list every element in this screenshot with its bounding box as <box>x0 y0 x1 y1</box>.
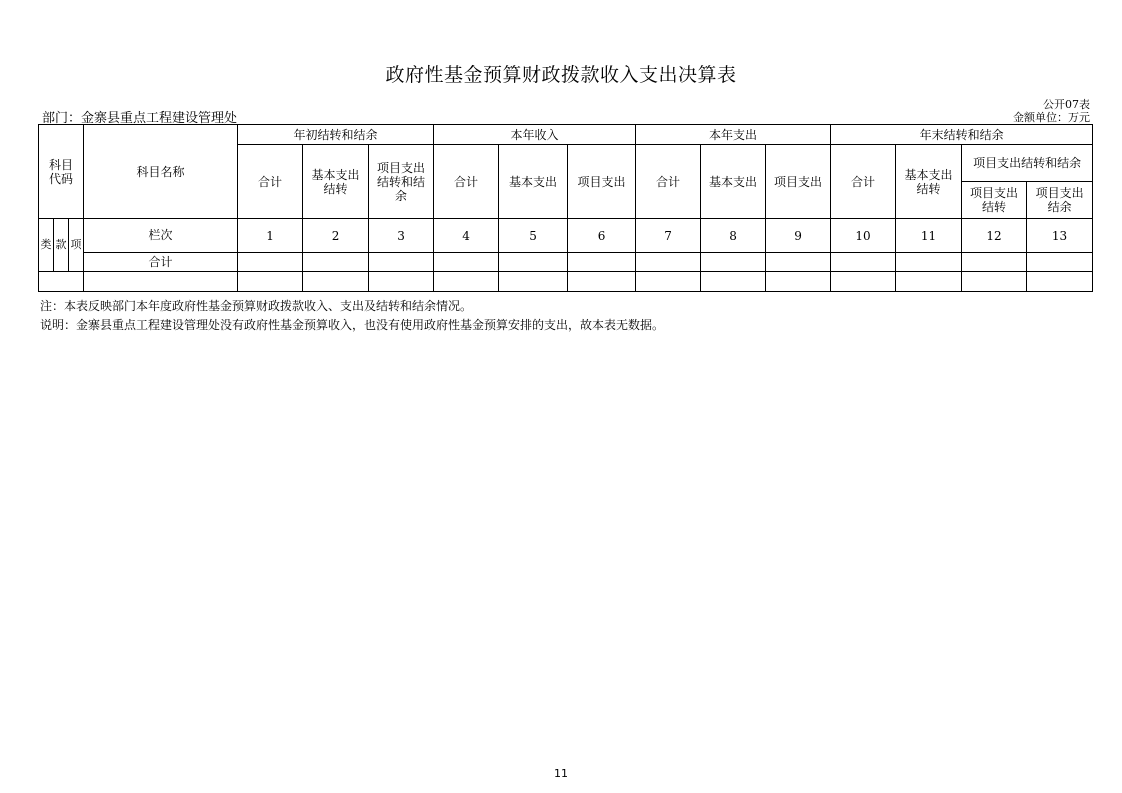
table-cell <box>831 272 896 292</box>
table-cell <box>1027 253 1093 272</box>
page-title: 政府性基金预算财政拨款收入支出决算表 <box>385 64 737 86</box>
column-number: 12 <box>962 219 1027 253</box>
column-row-label: 栏次 <box>84 219 238 253</box>
budget-table <box>38 124 1093 292</box>
table-cell <box>39 272 84 292</box>
code-section-header: 款 <box>54 219 69 272</box>
column-number: 9 <box>766 219 831 253</box>
form-code: 公开07表 <box>1043 98 1090 111</box>
table-cell <box>369 253 434 272</box>
table-cell <box>303 272 369 292</box>
table-cell <box>636 272 701 292</box>
column-number: 13 <box>1027 219 1093 253</box>
table-cell <box>636 253 701 272</box>
table-cell <box>434 253 499 272</box>
code-item-header: 项 <box>69 219 84 272</box>
beginning-total-header: 合计 <box>238 145 303 219</box>
column-number: 1 <box>238 219 303 253</box>
code-class-header: 类 <box>39 219 54 272</box>
column-number: 4 <box>434 219 499 253</box>
ending-project-header: 项目支出结转和结余 <box>962 145 1093 182</box>
column-number: 6 <box>568 219 636 253</box>
amount-unit: 金额单位：万元 <box>1013 111 1090 124</box>
column-number-row <box>39 219 1093 253</box>
table-cell <box>766 253 831 272</box>
beginning-basic-header: 基本支出 结转 <box>303 145 369 219</box>
empty-row <box>39 272 1093 292</box>
table-cell <box>499 253 568 272</box>
income-total-header: 合计 <box>434 145 499 219</box>
table-cell <box>568 272 636 292</box>
column-number: 7 <box>636 219 701 253</box>
ending-project-balance-header: 项目支出 结余 <box>1027 182 1093 219</box>
table-cell <box>896 253 962 272</box>
group-beginning-header: 年初结转和结余 <box>238 125 434 145</box>
income-basic-header: 基本支出 <box>499 145 568 219</box>
table-explanation: 说明：金寨县重点工程建设管理处没有政府性基金预算收入，也没有使用政府性基金预算安排的支出，故本表无数据。 <box>40 318 665 332</box>
table-note: 注：本表反映部门本年度政府性基金预算财政拨款收入、支出及结转和结余情况。 <box>40 299 473 313</box>
column-number: 11 <box>896 219 962 253</box>
total-row-label: 合计 <box>84 253 238 272</box>
subject-code-header: 科目 代码 <box>39 125 84 219</box>
ending-basic-header: 基本支出 结转 <box>896 145 962 219</box>
table-cell <box>766 272 831 292</box>
column-number: 8 <box>701 219 766 253</box>
column-number: 10 <box>831 219 896 253</box>
table-cell <box>303 253 369 272</box>
column-number: 5 <box>499 219 568 253</box>
group-ending-header: 年末结转和结余 <box>831 125 1093 145</box>
column-number: 2 <box>303 219 369 253</box>
expense-project-header: 项目支出 <box>766 145 831 219</box>
expense-basic-header: 基本支出 <box>701 145 766 219</box>
total-row <box>39 253 1093 272</box>
table-cell <box>499 272 568 292</box>
table-cell <box>962 272 1027 292</box>
header-row-1 <box>39 125 1093 145</box>
table-cell <box>568 253 636 272</box>
group-expense-header: 本年支出 <box>636 125 831 145</box>
expense-total-header: 合计 <box>636 145 701 219</box>
column-number: 3 <box>369 219 434 253</box>
table-cell <box>434 272 499 292</box>
table-cell <box>896 272 962 292</box>
group-income-header: 本年收入 <box>434 125 636 145</box>
subject-name-header: 科目名称 <box>84 125 238 219</box>
department-label: 部门：金寨县重点工程建设管理处 <box>42 111 238 126</box>
table-cell <box>238 272 303 292</box>
ending-project-carry-header: 项目支出 结转 <box>962 182 1027 219</box>
beginning-project-header: 项目支出 结转和结 余 <box>369 145 434 219</box>
table-cell <box>238 253 303 272</box>
table-cell <box>701 272 766 292</box>
table-cell <box>701 253 766 272</box>
table-cell <box>831 253 896 272</box>
ending-total-header: 合计 <box>831 145 896 219</box>
table-cell <box>962 253 1027 272</box>
table-cell <box>1027 272 1093 292</box>
table-cell <box>84 272 238 292</box>
page-number: 11 <box>554 767 568 780</box>
income-project-header: 项目支出 <box>568 145 636 219</box>
table-cell <box>369 272 434 292</box>
